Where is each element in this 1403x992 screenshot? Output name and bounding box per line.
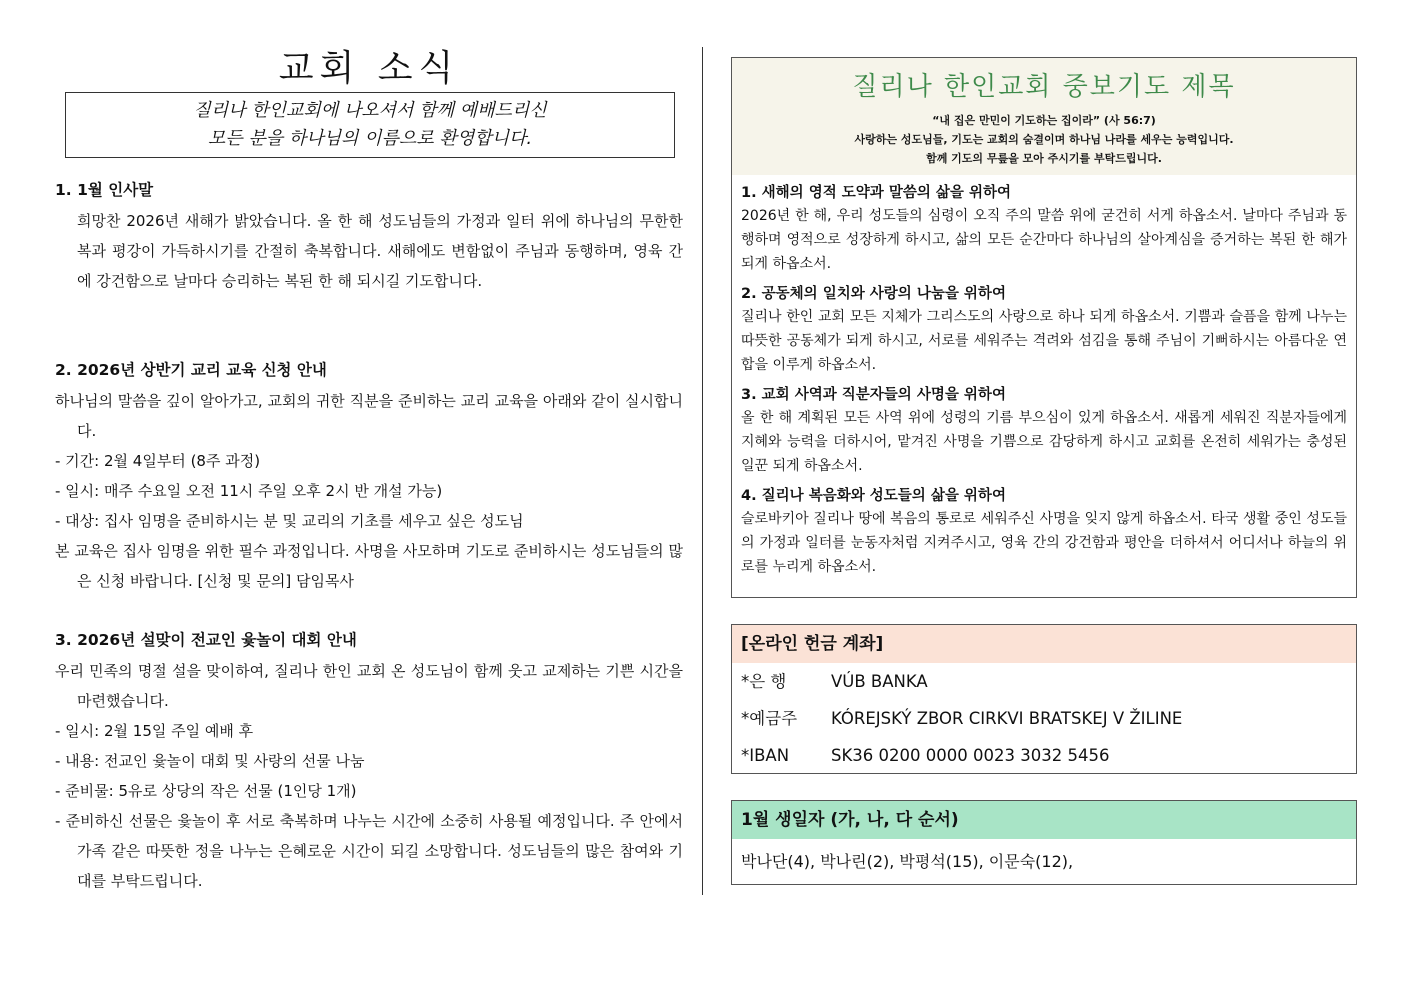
news-column: [55, 40, 683, 890]
column-divider: [702, 47, 703, 895]
birthday-box: [731, 800, 1357, 885]
birthday-title: 1월 생일자 (가, 나, 다 순서): [732, 801, 1356, 839]
prayer-item-heading: 1. 새해의 영적 도약과 말씀의 삶을 위하여: [741, 185, 1011, 201]
birthday-list: 박나단(4), 박나린(2), 박평석(15), 이문숙(12),: [741, 852, 1074, 871]
prayer-item-heading: 2. 공동체의 일치와 사랑의 나눔을 위하여: [741, 286, 1006, 302]
prayer-item: [732, 282, 1356, 377]
offering-value: KÓREJSKÝ ZBOR CIRKVI BRATSKEJ V ŽILINE: [831, 709, 1183, 728]
prayer-subline: 함께 기도의 무릎을 모아 주시기를 부탁드립니다.: [926, 152, 1162, 165]
offering-label: *IBAN: [741, 746, 790, 765]
prayer-item-body: 슬로바키아 질리나 땅에 복음의 통로로 세워주신 사명을 잊지 않게 하옵소서. 타국 생활 중인 성도들의 가정과 일터를 눈동자처럼 지켜주시고, 영육 간의 강건함과 평안을 더하셔서 어디서나 하늘의 위로를 누리게 하옵소서.: [741, 511, 1347, 575]
offering-label: *은 행: [741, 672, 787, 691]
section-yutnori: [55, 628, 683, 896]
list-item: - 내용: 전교인 윷놀이 대회 및 사랑의 선물 나눔: [55, 752, 365, 770]
prayer-item-body: 2026년 한 해, 우리 성도들의 심령이 오직 주의 말씀 위에 굳건히 서게 하옵소서. 날마다 주님과 동행하며 영적으로 성장하게 하시고, 삶의 모든 순간마다 하나님의 살아계심을 증거하는 복된 한 해가 되게 하옵소서.: [741, 208, 1347, 272]
page-title: 교회 소식: [278, 48, 460, 89]
prayer-box: [731, 57, 1357, 598]
list-item: - 준비하신 선물은 윷놀이 후 서로 축복하며 나누는 시간에 소중히 사용될 예정입니다. 주 안에서 가족 같은 따뜻한 정을 나누는 은혜로운 시간이 되길 소망합니다. 성도님들의 많은 참여와 기대를 부탁드립니다.: [55, 812, 683, 890]
offering-label: *예금주: [741, 709, 798, 728]
offering-row: [732, 700, 1356, 737]
list-item: - 일시: 2월 15일 주일 예배 후: [55, 722, 254, 740]
prayer-subline: 사랑하는 성도님들, 기도는 교회의 숨결이며 하나님 나라를 세우는 능력입니다.: [854, 133, 1234, 146]
welcome-box: [65, 92, 675, 158]
section-heading: 2. 2026년 상반기 교리 교육 신청 안내: [55, 361, 327, 379]
prayer-item: [732, 181, 1356, 276]
welcome-line-1: 질리나 한인교회에 나오셔서 함께 예배드리신: [193, 100, 547, 121]
list-item: - 일시: 매주 수요일 오전 11시 주일 오후 2시 반 개설 가능): [55, 482, 443, 500]
section-doctrine-class: [55, 358, 683, 596]
section-body: 희망찬 2026년 새해가 밝았습니다. 올 한 해 성도님들의 가정과 일터 위에 하나님의 무한한 복과 평강이 가득하시기를 간절히 축복합니다. 새해에도 변함없이 주님과 동행하며, 영육 간에 강건함으로 날마다 승리하는 복된 한 해 되시길 기도합니다.: [77, 212, 683, 290]
section-intro: 하나님의 말씀을 깊이 알아가고, 교회의 귀한 직분을 준비하는 교리 교육을 아래와 같이 실시합니다.: [55, 392, 683, 440]
prayer-item-heading: 3. 교회 사역과 직분자들의 사명을 위하여: [741, 387, 1006, 403]
section-heading: 3. 2026년 설맞이 전교인 윷놀이 대회 안내: [55, 631, 357, 649]
prayer-item-body: 질리나 한인 교회 모든 지체가 그리스도의 사랑으로 하나 되게 하옵소서. 기쁨과 슬픔을 함께 나누는 따뜻한 공동체가 되게 하시고, 서로를 세워주는 격려와 섬김을 통해 주님이 기뻐하시는 아름다운 연합을 이루게 하옵소서.: [741, 309, 1347, 373]
prayer-item-body: 올 한 해 계획된 모든 사역 위에 성령의 기름 부으심이 있게 하옵소서. 새롭게 세워진 직분자들에게 지혜와 능력을 더하시어, 맡겨진 사명을 기쁨으로 감당하게 하시고 교회를 온전히 세워가는 충성된 일꾼 되게 하옵소서.: [741, 410, 1347, 474]
offering-title: [온라인 헌금 계좌]: [732, 625, 1356, 663]
section-intro: 우리 민족의 명절 설을 맞이하여, 질리나 한인 교회 온 성도님이 함께 웃고 교제하는 기쁜 시간을 마련했습니다.: [55, 662, 683, 710]
prayer-item: [732, 484, 1356, 579]
offering-value: VÚB BANKA: [831, 672, 928, 691]
prayer-item: [732, 383, 1356, 478]
offering-box: [731, 624, 1357, 774]
offering-value: SK36 0200 0000 0023 3032 5456: [831, 746, 1110, 765]
prayer-header: [732, 58, 1356, 175]
section-outro: 본 교육은 집사 임명을 위한 필수 과정입니다. 사명을 사모하며 기도로 준비하시는 성도님들의 많은 신청 바랍니다. [신청 및 문의] 담임목사: [55, 542, 683, 590]
prayer-subtitle: [732, 111, 1356, 168]
prayer-title: 질리나 한인교회 중보기도 제목: [852, 72, 1236, 102]
list-item: - 대상: 집사 임명을 준비하시는 분 및 교리의 기초를 세우고 싶은 성도님: [55, 512, 524, 530]
prayer-item-heading: 4. 질리나 복음화와 성도들의 삶을 위하여: [741, 488, 1006, 504]
offering-row: [732, 737, 1356, 774]
list-item: - 준비물: 5유로 상당의 작은 선물 (1인당 1개): [55, 782, 357, 800]
prayer-verse: “내 집은 만민이 기도하는 집이라” (사 56:7): [932, 114, 1156, 127]
section-greeting: [55, 178, 683, 296]
welcome-line-2: 모든 분을 하나님의 이름으로 환영합니다.: [207, 128, 533, 149]
offering-row: [732, 663, 1356, 700]
section-heading: 1. 1월 인사말: [55, 181, 154, 199]
list-item: - 기간: 2월 4일부터 (8주 과정): [55, 452, 261, 470]
